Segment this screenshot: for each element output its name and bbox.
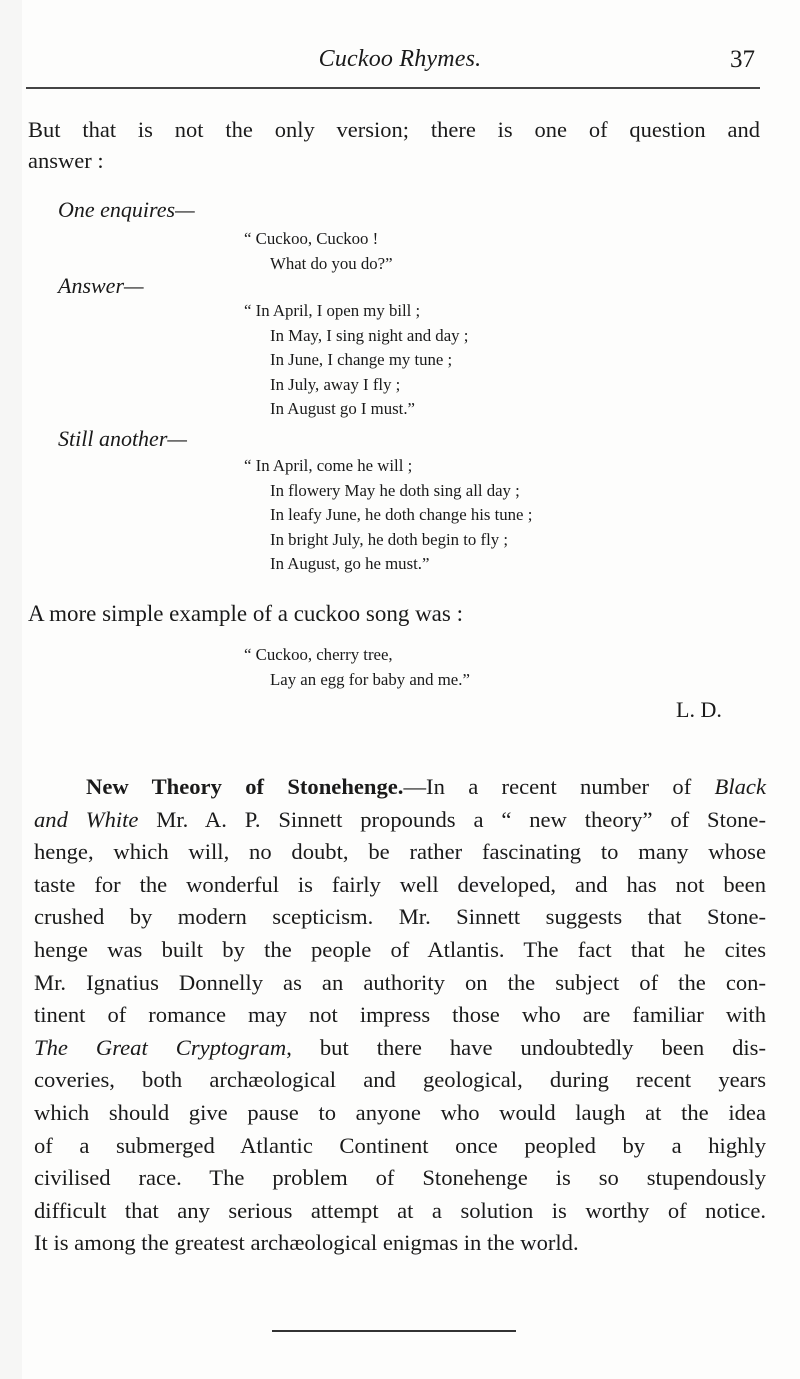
verse-line: In July, away I fly ; — [270, 374, 401, 394]
article-line — [34, 1130, 766, 1163]
page-edge-shadow — [0, 0, 22, 1379]
verse-line: “ Cuckoo, cherry tree, — [244, 645, 393, 664]
article-line — [34, 901, 766, 934]
article-line — [34, 1064, 766, 1097]
article-line — [34, 934, 766, 967]
article-text: —In a recent number of — [403, 774, 715, 799]
article-line — [34, 999, 766, 1032]
article-text: henge was built by the people of Atlantis. The fact that he cites — [34, 936, 766, 962]
article-text: civilised race. The problem of Stonehenge is so stupendously — [34, 1165, 766, 1191]
intro-line: But that is not the only version; there is one of question and — [28, 117, 760, 142]
article-line — [34, 1227, 766, 1260]
article-text: of a submerged Atlantic Continent once peopled by a highly — [34, 1132, 766, 1158]
article-line — [34, 967, 766, 1000]
author-signature: L. D. — [676, 697, 722, 722]
rhyme-label: Answer— — [58, 273, 144, 298]
article-line — [34, 1032, 766, 1065]
section-end-rule — [272, 1330, 516, 1332]
article-text: crushed by modern scepticism. Mr. Sinnett suggests that Stone- — [34, 904, 766, 930]
article-first-line — [34, 771, 766, 804]
verse-line: “ In April, come he will ; — [244, 456, 413, 475]
verse-line: In June, I change my tune ; — [270, 350, 453, 369]
article-text: tinent of romance may not impress those who are familiar with — [34, 1002, 766, 1028]
article-text: Mr. Ignatius Donnelly as an authority on the subject of the con- — [34, 969, 766, 995]
verse-line: Lay an egg for baby and me.” — [270, 669, 470, 689]
simple-example-verse — [244, 643, 470, 692]
header-rule — [26, 87, 760, 89]
article-text: , but there have undoubtedly been dis- — [286, 1034, 766, 1060]
intro-paragraph — [28, 114, 760, 176]
article-line — [34, 804, 766, 837]
simple-example-intro: A more simple example of a cuckoo song was : — [28, 601, 463, 626]
page-number: 37 — [730, 46, 755, 73]
intro-line: answer : — [28, 148, 104, 173]
rhyme-verse — [244, 454, 532, 577]
article-line — [34, 1195, 766, 1228]
article-line — [34, 1097, 766, 1130]
rhyme-label: One enquires— — [58, 197, 195, 222]
verse-line: In August go I must.” — [270, 399, 415, 418]
verse-line: In flowery May he doth sing all day ; — [270, 480, 520, 500]
verse-line: In bright July, he doth begin to fly ; — [270, 529, 509, 549]
article-heading: New Theory of Stonehenge. — [86, 774, 404, 799]
italic-title: and White — [34, 806, 139, 832]
article-line — [34, 869, 766, 902]
rhyme-label: Still another— — [58, 426, 187, 451]
italic-title: The Great Cryptogram — [34, 1034, 287, 1060]
italic-title: Black — [714, 774, 766, 799]
verse-line: “ In April, I open my bill ; — [244, 301, 421, 320]
article-line — [34, 836, 766, 869]
verse-line: In May, I sing night and day ; — [270, 325, 469, 345]
article-text: coveries, both archæological and geological, during recent years — [34, 1067, 766, 1093]
article-text: taste for the wonderful is fairly well developed, and has not been — [34, 871, 766, 897]
article-text: Mr. A. P. Sinnett propounds a “ new theory” of Stone- — [138, 806, 766, 832]
verse-line: What do you do?” — [270, 253, 393, 273]
article-text: It is among the greatest archæological enigmas in the world. — [34, 1230, 579, 1256]
article-stonehenge — [34, 771, 766, 1260]
rhyme-verse — [244, 227, 393, 276]
verse-line: “ Cuckoo, Cuckoo ! — [244, 229, 379, 248]
article-text: difficult that any serious attempt at a solution is worthy of notice. — [34, 1197, 766, 1223]
article-line — [34, 1162, 766, 1195]
verse-line: In August, go he must.” — [270, 554, 430, 573]
article-text: which should give pause to anyone who would laugh at the idea — [34, 1099, 766, 1125]
rhyme-verse — [244, 299, 468, 422]
verse-line: In leafy June, he doth change his tune ; — [270, 505, 533, 524]
article-text: henge, which will, no doubt, be rather fascinating to many whose — [34, 839, 766, 865]
running-title: Cuckoo Rhymes. — [318, 46, 482, 72]
